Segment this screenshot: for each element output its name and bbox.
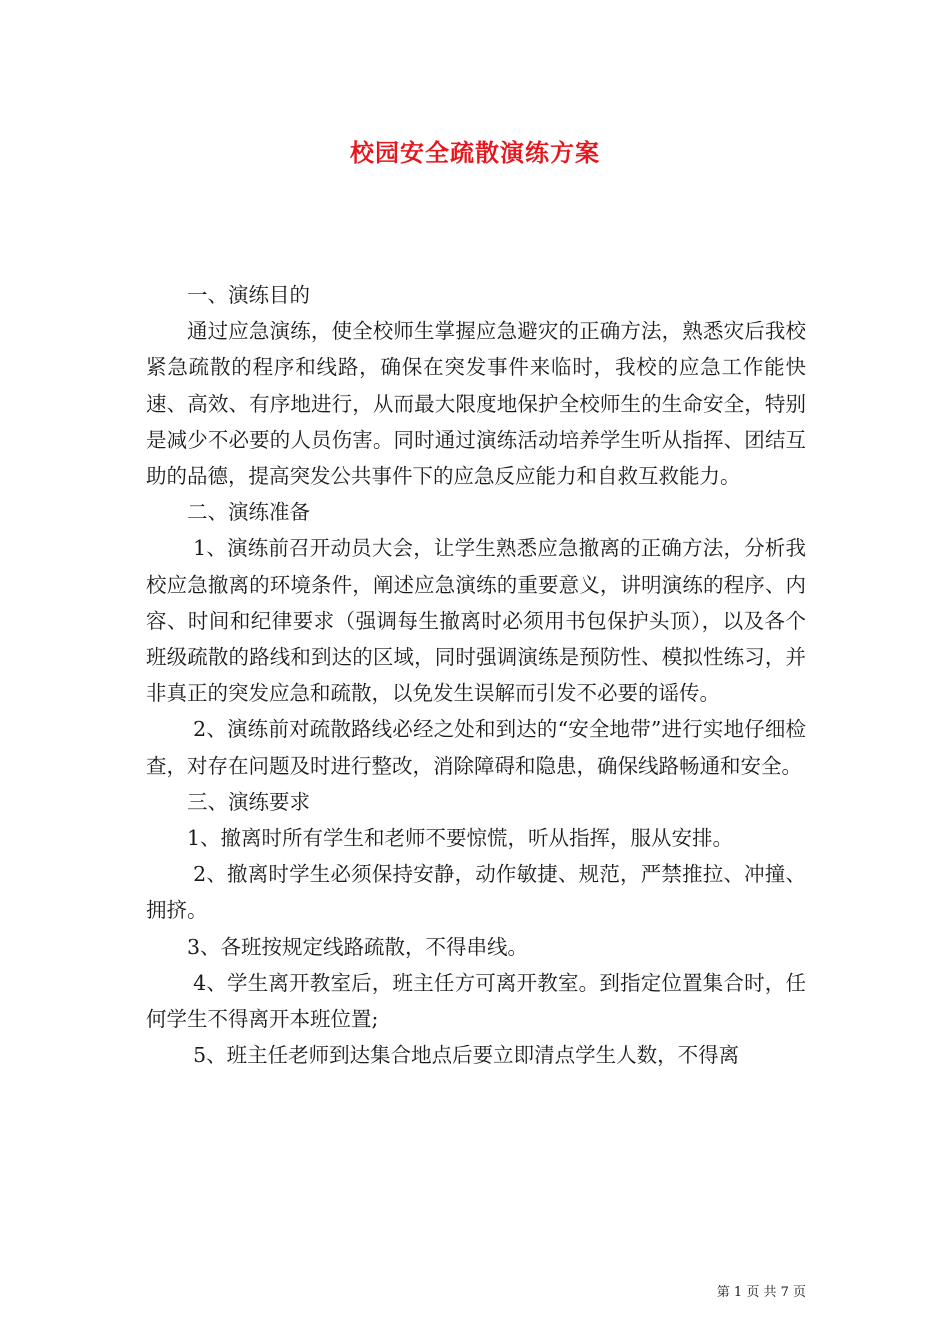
page-number-footer: 第 1 页 共 7 页 [716,1285,806,1300]
paragraph-preparation-2: 2、演练前对疏散路线必经之处和到达的“安全地带”进行实地仔细检查，对存在问题及时进行整改，消除障碍和隐患，确保线路畅通和安全。 [146,717,806,778]
paragraph-preparation-1: 1、演练前召开动员大会，让学生熟悉应急撤离的正确方法，分析我校应急撤离的环境条件，阐述应急演练的重要意义，讲明演练的程序、内容、时间和纪律要求（强调每生撤离时必须用书包保护头顶），以及各个班级疏散的路线和到达的区域，同时强调演练是预防性、模拟性练习，并非真正的突发应急和疏散，以免发生误解而引发不必要的谣传。 [146,536,806,706]
paragraph-requirement-1: 1、撤离时所有学生和老师不要惊慌，听从指挥，服从安排。 [187,826,734,851]
paragraph-requirement-5: 5、班主任老师到达集合地点后要立即清点学生人数，不得离 [193,1043,740,1068]
section-heading-requirements: 三、演练要求 [187,789,310,814]
paragraph-requirement-3: 3、各班按规定线路疏散，不得串线。 [187,934,529,959]
paragraph-purpose: 通过应急演练，使全校师生掌握应急避灾的正确方法，熟悉灾后我校紧急疏散的程序和线路，确保在突发事件来临时，我校的应急工作能快速、高效、有序地进行，从而最大限度地保护全校师生的生命安全，特别是减少不必要的人员伤害。同时通过演练活动培养学生听从指挥、团结互助的品德，提高突发公共事件下的应急反应能力和自救互救能力。 [146,319,806,489]
paragraph-requirement-2: 2、撤离时学生必须保持安静，动作敏捷、规范，严禁推拉、冲撞、拥挤。 [146,862,806,923]
section-heading-preparation: 二、演练准备 [187,500,310,525]
paragraph-requirement-4: 4、学生离开教室后，班主任方可离开教室。到指定位置集合时，任何学生不得离开本班位置; [146,970,806,1032]
section-heading-purpose: 一、演练目的 [187,283,310,307]
document-body [146,277,806,1073]
document-title: 校园安全疏散演练方案 [350,138,600,167]
